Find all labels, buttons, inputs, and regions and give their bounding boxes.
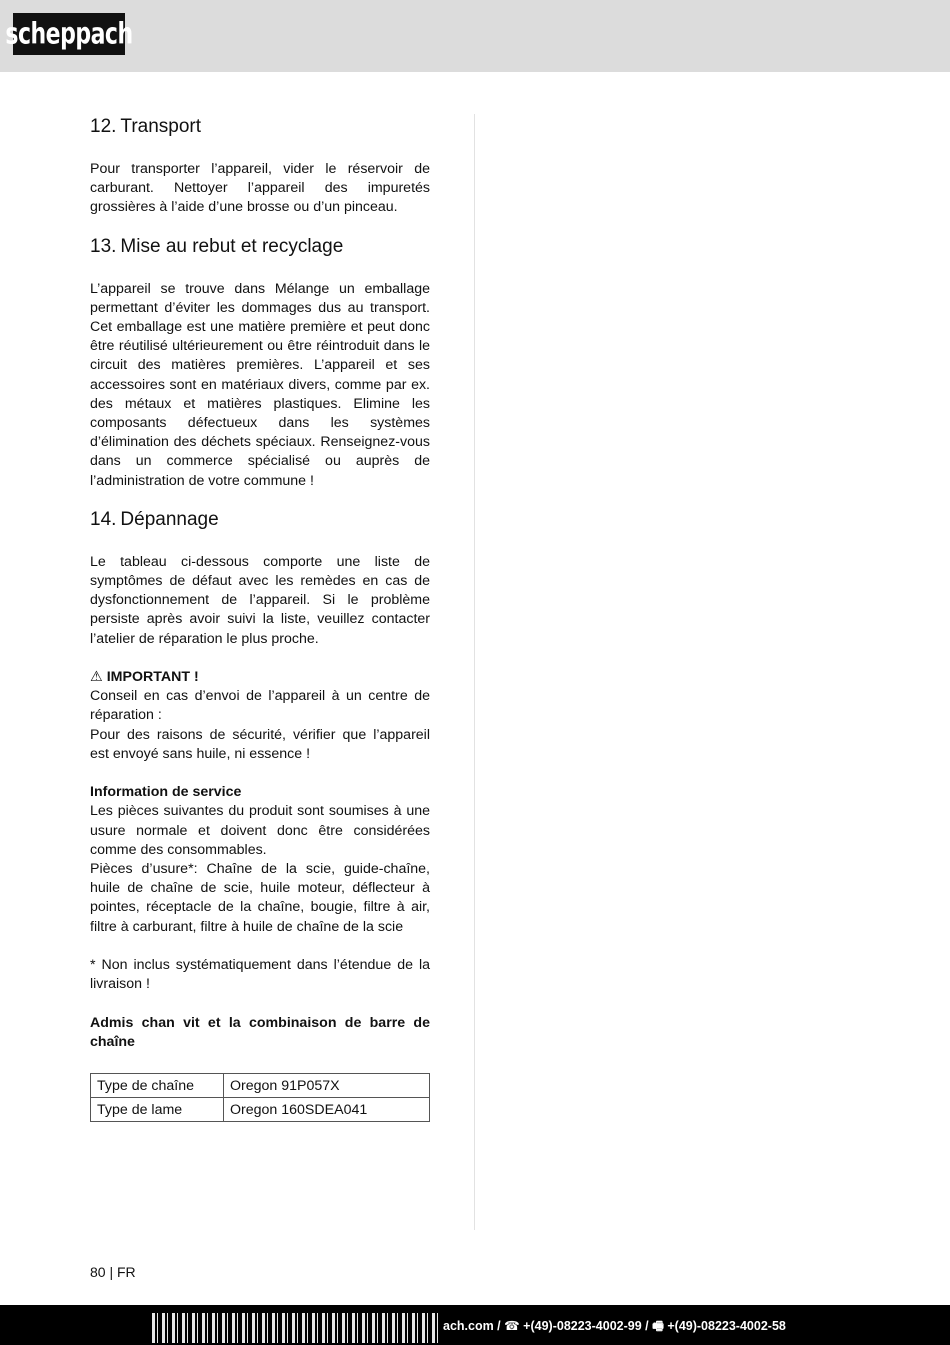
important-line-2: Pour des raisons de sécurité, vérifier que l’appareil est envoyé sans huile, ni essence ! [90,726,430,762]
page-number: 80 | FR [90,1264,136,1280]
footer-barcode-mask [152,1313,442,1343]
left-column [90,114,430,1122]
transport-text: Pour transporter l’appareil, vider le réservoir de carburant. Nettoyer l’appareil des impuretés grossières à l’aide d’une brosse ou d’un pinceau. [90,161,430,216]
table-row [91,1074,430,1098]
footnote: * Non inclus systématiquement dans l’étendue de la livraison ! [90,957,430,993]
service-title: Information de service [90,784,242,801]
table-value: Oregon 160SDEA041 [224,1098,430,1122]
warning-triangle-icon: ⚠ [90,669,103,686]
troubleshooting-text: Le tableau ci-dessous comporte une liste de symptômes de défaut avec les remèdes en cas de dysfonctionnement de l’appareil. Si le problème persiste après avoir suivi la liste, veuillez contacter l’atelier de réparation le plus proche. [90,553,430,647]
footer-bar [0,1305,950,1345]
recycling-text: L’appareil se trouve dans Mélange un emballage permettant d’éviter les dommages dus au transport. Cet emballage est une matière première et peut donc être réutilisé ultérieurement ou être réintroduit dans le circuit des matières premières. L’appareil et ses accessoires sont en matériaux divers, comme par ex. des métaux et matières plastiques. Elimine les composants défectueux dans les systèmes d’élimination des déchets spéciaux. Renseignez-vous dans un commerce spécialisé ou auprès de l’administration de votre commune ! [90,280,430,489]
chain-spec-table [90,1073,430,1122]
service-text-1: Les pièces suivantes du produit sont soumises à une usure normale et doivent donc être considérées comme des consommables. [90,803,430,858]
combo-title: Admis chan vit et la combinaison de barre de chaîne [90,1014,430,1050]
scheppach-logo: scheppach [13,13,125,55]
important-line-1: Conseil en cas d’envoi de l’appareil à un centre de réparation : [90,688,430,724]
important-heading: ⚠ IMPORTANT ! [90,669,199,686]
table-key: Type de chaîne [91,1074,224,1098]
table-key: Type de lame [91,1098,224,1122]
service-text-2: Pièces d’usure*: Chaîne de la scie, guide-chaîne, huile de chaîne de scie, huile moteur, déflecteur à pointes, réceptacle de la chaîne, bougie, filtre à air, filtre à carburant, filtre à huile de chaîne de la scie [90,861,430,935]
header-band [0,0,950,72]
table-value: Oregon 91P057X [224,1074,430,1098]
footer-contact: ach.com / ☎ +(49)-08223-4002-99 / 🖷 +(49)-08223-4002-58 [443,1319,786,1333]
section-title-transport: 12. Transport [90,116,202,137]
column-divider [474,114,475,1230]
table-row [91,1098,430,1122]
section-title-recycling: 13. Mise au rebut et recyclage [90,235,344,257]
section-title-troubleshooting: 14. Dépannage [90,508,219,530]
